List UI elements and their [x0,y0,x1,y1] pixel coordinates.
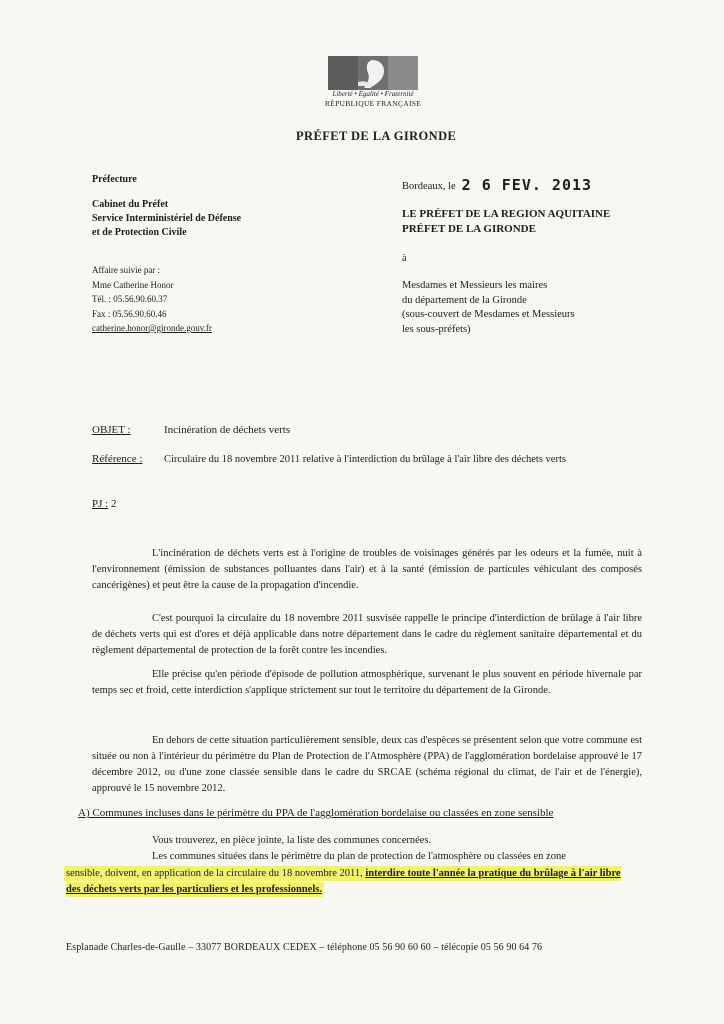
contact-fax: Fax : 05.56.90.60.46 [92,308,167,319]
marianne-emblem [328,56,418,90]
pj-label: PJ : [92,498,109,510]
date-line [402,176,592,194]
recipient-title-line: PRÉFET DE LA GIRONDE [402,223,536,235]
pj-line [92,498,116,510]
date-prefix: Bordeaux, le [402,181,456,192]
recipient-title-line: LE PRÉFET DE LA REGION AQUITAINE [402,208,611,220]
highlight-text: sensible, doivent, en application de la circulaire du 18 novembre 2011, [66,868,363,879]
republic-name: RÉPUBLIQUE FRANÇAISE [324,99,422,108]
body-paragraph [92,733,642,797]
contact-block [92,263,212,336]
section-a-title: A) Communes incluses dans le périmètre du PPA de l'agglomération bordelaise ou classées en zone sensible [78,807,554,819]
cabinet-block [92,198,322,240]
contact-email-link[interactable]: catherine.honor@gironde.gouv.fr [92,323,212,333]
contact-line: Affaire suivie par : [92,265,161,275]
addressee-line: Mesdames et Messieurs les maires [402,280,548,291]
cabinet-line: Service Interministériel de Défense [92,213,242,224]
footer-address: Esplanade Charles-de-Gaulle – 33077 BORDEAUX CEDEX – téléphone 05 56 90 60 60 – télécopie 05 56 90 64 76 [66,942,543,953]
cabinet-line: et de Protection Civile [92,227,187,238]
motto: Liberté • Égalité • Fraternité [332,90,414,98]
recipient-title [402,207,610,237]
objet-text: Incinération de déchets verts [164,424,291,436]
highlighted-passage [66,866,636,897]
body-paragraph [92,546,642,594]
section-a-line: Vous trouverez, en pièce jointe, la liste des communes concernées. [152,835,432,846]
pj-value: 2 [110,498,117,510]
body-paragraph [92,667,642,699]
addressee-line: (sous-couvert de Mesdames et Messieurs [402,309,575,320]
objet-label: OBJET : [92,424,131,436]
prefecture-label: Préfecture [92,174,137,185]
recipient-a: à [402,253,407,264]
page-title: PRÉFET DE LA GIRONDE [296,129,457,143]
contact-line: Mme Catherine Honor [92,279,174,290]
paragraph-text: En dehors de cette situation particulièrement sensible, deux cas d'espèces se présentent selon que votre commune est située ou non à l'intérieur du périmètre du Plan de Protection de l'Atmosphère (PPA) de l'agglomération bordelaise approuvé le 17 décembre 2012, ou d'une zone classée sensible dans le cadre du SRCAE (schéma régional du climat, de l'air et de l'énergie), approuvé le 15 novembre 2012. [92,735,642,794]
paragraph-text: Elle précise qu'en période d'épisode de pollution atmosphérique, survenant le plus souvent en période hivernale par temps sec et froid, cette interdiction s'applique strictement sur tout le territoire du département de la Gironde. [92,669,642,696]
reference-text: Circulaire du 18 novembre 2011 relative à l'interdiction du brûlage à l'air libre des déchets verts [164,454,566,465]
contact-phone: Tél. : 05.56.90.60.37 [92,294,168,304]
addressee-block [402,279,642,337]
addressee-line: les sous-préfets) [402,323,471,335]
addressee-line: du département de la Gironde [402,294,527,306]
paragraph-text: L'incinération de déchets verts est à l'origine de troubles de voisinages générés par les odeurs et la fumée, nuit à l'environnement (émission de substances polluantes dans l'air) et à la santé (émission de particules véhiculant des composés cancérigènes) et peut être la cause de la propagation d'incendie. [92,548,642,591]
paragraph-text: C'est pourquoi la circulaire du 18 novembre 2011 susvisée rappelle le principe d'interdiction de brûlage à l'air libre de déchets verts qui est d'ores et déjà applicable dans notre département dans le cadre du règlement sanitaire départemental et du règlement départemental de protection de la forêt contre les incendies. [92,613,642,656]
section-a-line: Les communes situées dans le périmètre du plan de protection de l'atmosphère ou classées en zone [152,851,566,862]
marianne-icon [328,56,418,90]
cabinet-line: Cabinet du Préfet [92,199,169,210]
date-stamp: 2 6 FEV. 2013 [461,176,593,194]
highlight-strong-text: interdire toute l'année la pratique du brûlage à l'air libre des déchets verts par les particuliers et les professionnels. [66,868,621,895]
body-paragraph [92,611,642,659]
reference-label: Référence : [92,453,143,465]
